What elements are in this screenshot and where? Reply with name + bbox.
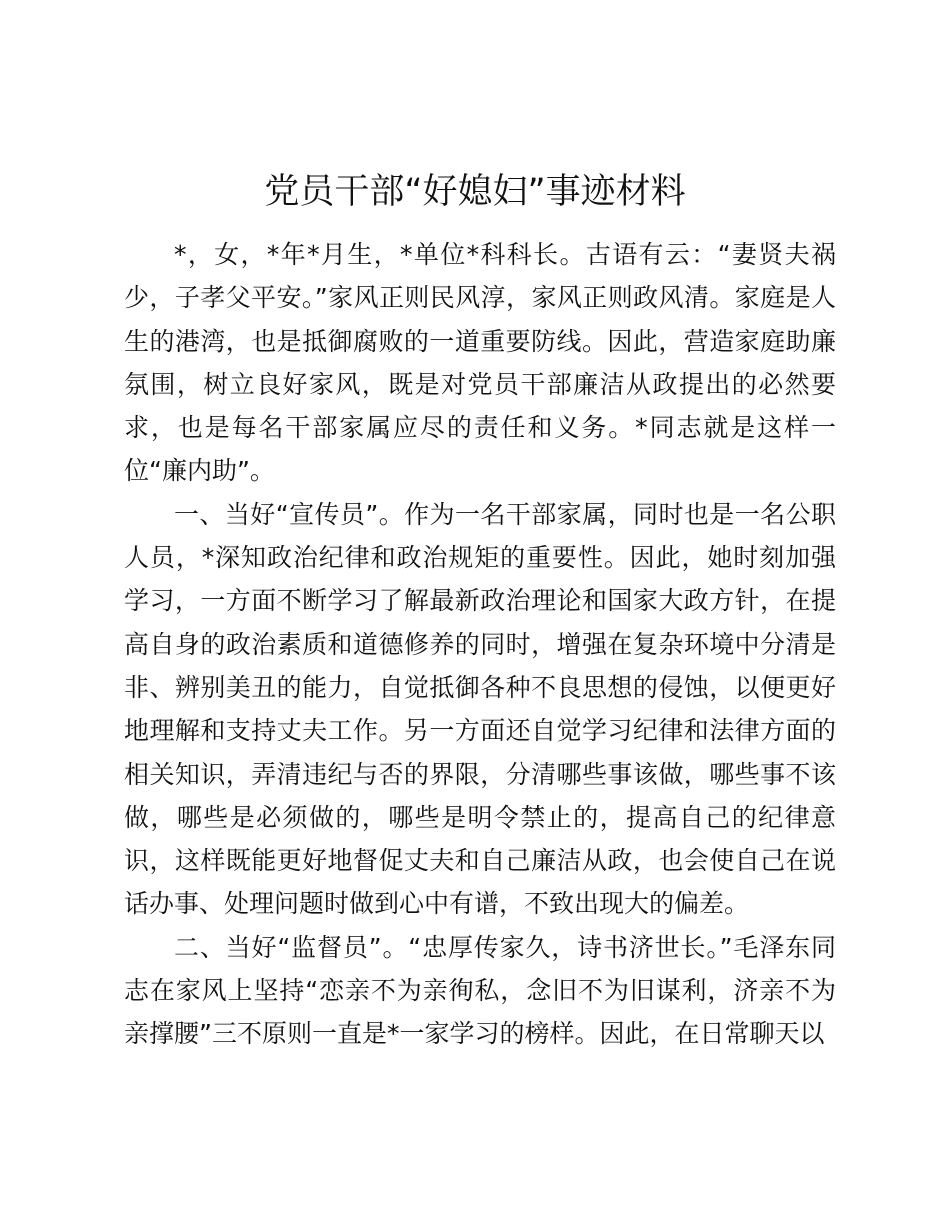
paragraph-intro: *，女，*年*月生，*单位*科科长。古语有云：“妻贤夫祸少，子孝父平安。”家风正则民风淳，家风正则政风清。家庭是人生的港湾，也是抵御腐败的一道重要防线。因此，营造家庭助廉氛围，树立良好家风，既是对党员干部廉洁从政提出的必然要求，也是每名干部家属应尽的责任和义务。*同志就是这样一位“廉内助”。 xyxy=(124,240,836,486)
document-title: 党员干部“好媳妇”事迹材料 xyxy=(264,172,686,212)
document-body xyxy=(124,233,836,1056)
paragraph-section-2: 二、当好“监督员”。“忠厚传家久，诗书济世长。”毛泽东同志在家风上坚持“恋亲不为亲徇私，念旧不为旧谋利，济亲不为亲撑腰”三不原则一直是*一家学习的榜样。因此，在日常聊天以 xyxy=(124,932,836,1049)
paragraph-section-1: 一、当好“宣传员”。作为一名干部家属，同时也是一名公职人员，*深知政治纪律和政治规矩的重要性。因此，她时刻加强学习，一方面不断学习了解最新政治理论和国家大政方针，在提高自身的政治素质和道德修养的同时，增强在复杂环境中分清是非、辨别美丑的能力，自觉抵御各种不良思想的侵蚀，以便更好地理解和支持丈夫工作。另一方面还自觉学习纪律和法律方面的相关知识，弄清违纪与否的界限，分清哪些事该做，哪些事不该做，哪些是必须做的，哪些是明令禁止的，提高自己的纪律意识，这样既能更好地督促丈夫和自己廉洁从政，也会使自己在说话办事、处理问题时做到心中有谱，不致出现大的偏差。 xyxy=(124,499,836,919)
